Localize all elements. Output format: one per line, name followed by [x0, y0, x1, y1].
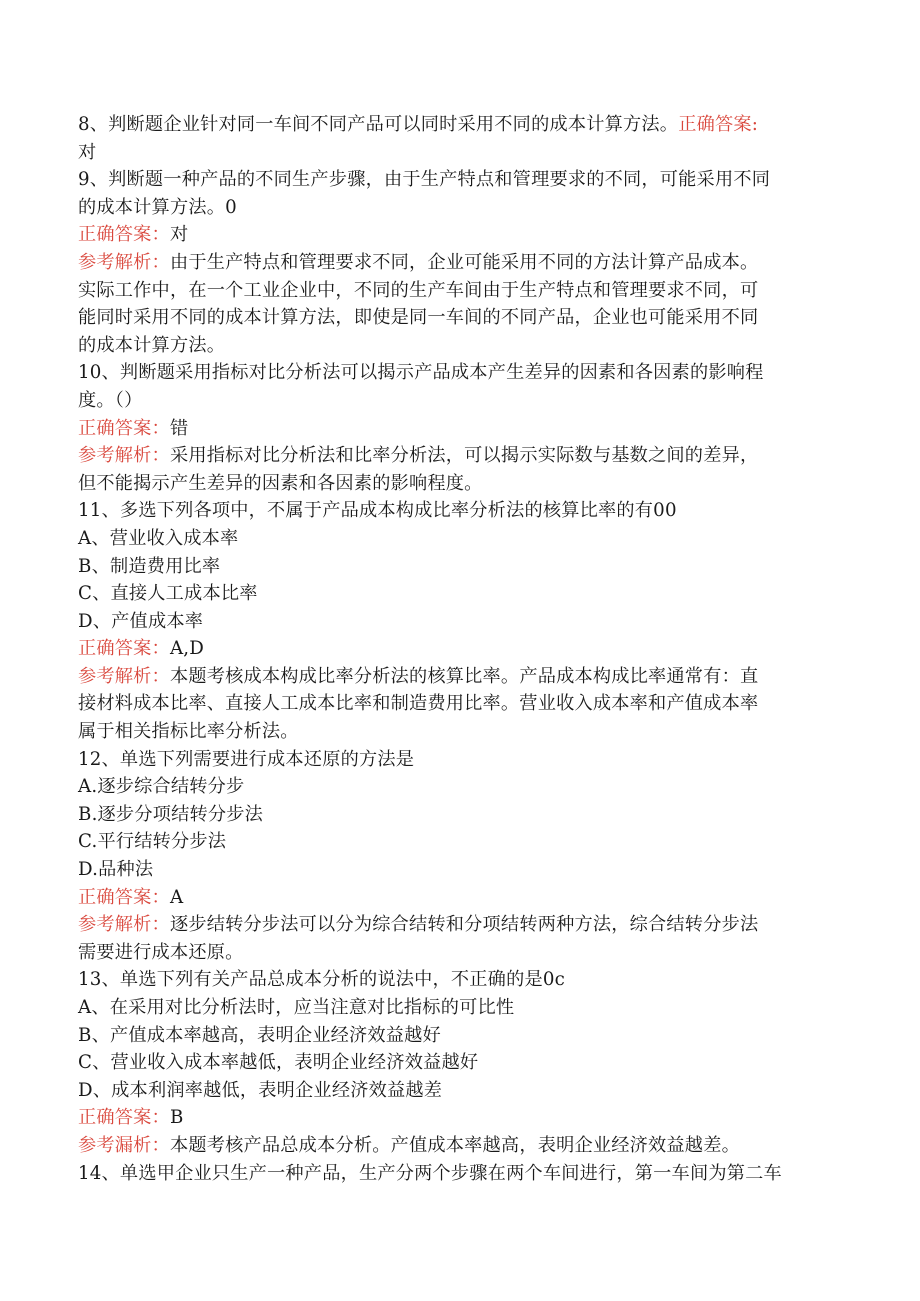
explanation-label: 参考漏析： [78, 1134, 170, 1156]
question-10-answer: 正确答案：错 [78, 417, 189, 439]
explanation-label: 参考解析： [78, 665, 170, 687]
question-11-option-b: B、制造费用比率 [78, 555, 221, 577]
question-13-line-1: 13、单选下列有关产品总成本分析的说法中，不正确的是0c [78, 969, 566, 991]
question-9-explanation-cont: 实际工作中，在一个工业企业中，不同的生产车间由于生产特点和管理要求不同，可 [78, 279, 759, 301]
question-11-answer: 正确答案：A,D [78, 638, 205, 660]
question-9-line-2: 的成本计算方法。0 [78, 196, 237, 218]
explanation-label: 参考解析： [78, 445, 170, 467]
question-9-explanation: 参考解析：由于生产特点和管理要求不同，企业可能采用不同的方法计算产品成本。 [78, 251, 759, 273]
question-12-option-d: D.品种法 [78, 859, 154, 881]
explanation-label: 参考解析： [78, 914, 170, 936]
question-11-explanation-cont: 属于相关指标比率分析法。 [78, 721, 299, 743]
question-13-explanation: 参考漏析：本题考核产品总成本分析。产值成本率越高，表明企业经济效益越差。 [78, 1134, 740, 1156]
answer-label: 正确答案: [678, 114, 759, 135]
question-11-option-a: A、营业收入成本率 [78, 527, 239, 549]
question-10-line-2: 度。（） [78, 389, 143, 411]
question-13-option-d: D、成本利润率越低，表明企业经济效益越差 [78, 1079, 443, 1101]
question-12-option-a: A.逐步综合结转分步 [78, 776, 245, 798]
question-9-answer: 正确答案：对 [78, 224, 189, 246]
question-11-option-d: D、产值成本率 [78, 610, 204, 632]
question-13-option-c: C、营业收入成本率越低，表明企业经济效益越好 [78, 1052, 479, 1074]
explanation-label: 参考解析： [78, 251, 170, 273]
question-12-answer: 正确答案：A [78, 886, 184, 908]
question-10-explanation-cont: 但不能揭示产生差异的因素和各因素的影响程度。 [78, 472, 483, 494]
question-10-line-1: 10、判断题采用指标对比分析法可以揭示产品成本产生差异的因素和各因素的影响程 [78, 362, 764, 384]
question-11-explanation: 参考解析：本题考核成本构成比率分析法的核算比率。产品成本构成比率通常有：直 [78, 665, 759, 687]
question-8-line-1: 8、判断题企业针对同一车间不同产品可以同时采用不同的成本计算方法。正确答案: [78, 114, 759, 135]
answer-label: 正确答案： [78, 224, 170, 246]
question-9-line-1: 9、判断题一种产品的不同生产步骤，由于生产特点和管理要求的不同，可能采用不同 [78, 169, 771, 191]
answer-label: 正确答案： [78, 638, 170, 660]
question-14-line-1: 14、单选甲企业只生产一种产品，生产分两个步骤在两个车间进行，第一车间为第二车 [78, 1162, 782, 1184]
answer-label: 正确答案： [78, 886, 170, 908]
question-9-explanation-cont: 的成本计算方法。 [78, 334, 226, 356]
question-12-option-b: B.逐步分项结转分步法 [78, 803, 264, 825]
question-12-explanation: 参考解析：逐步结转分步法可以分为综合结转和分项结转两种方法，综合结转分步法 [78, 914, 759, 936]
question-12-line-1: 12、单选下列需要进行成本还原的方法是 [78, 748, 415, 770]
question-11-explanation-cont: 接材料成本比率、直接人工成本比率和制造费用比率。营业收入成本率和产值成本率 [78, 693, 759, 715]
question-13-option-b: B、产值成本率越高，表明企业经济效益越好 [78, 1024, 441, 1046]
question-13-option-a: A、在采用对比分析法时，应当注意对比指标的可比性 [78, 997, 515, 1018]
answer-label: 正确答案： [78, 1107, 170, 1129]
question-10-explanation: 参考解析：采用指标对比分析法和比率分析法，可以揭示实际数与基数之间的差异， [78, 445, 759, 467]
document-body [78, 111, 838, 1187]
question-9-explanation-cont: 能同时采用不同的成本计算方法，即使是同一车间的不同产品，企业也可能采用不同 [78, 307, 759, 329]
question-12-explanation-cont: 需要进行成本还原。 [78, 941, 244, 963]
question-11-option-c: C、直接人工成本比率 [78, 583, 258, 605]
question-12-option-c: C.平行结转分步法 [78, 831, 227, 853]
answer-label: 正确答案： [78, 417, 170, 439]
question-11-line-1: 11、多选下列各项中，不属于产品成本构成比率分析法的核算比率的有00 [78, 500, 677, 522]
question-13-answer: 正确答案：B [78, 1107, 184, 1129]
question-8-answer: 对 [78, 141, 97, 163]
